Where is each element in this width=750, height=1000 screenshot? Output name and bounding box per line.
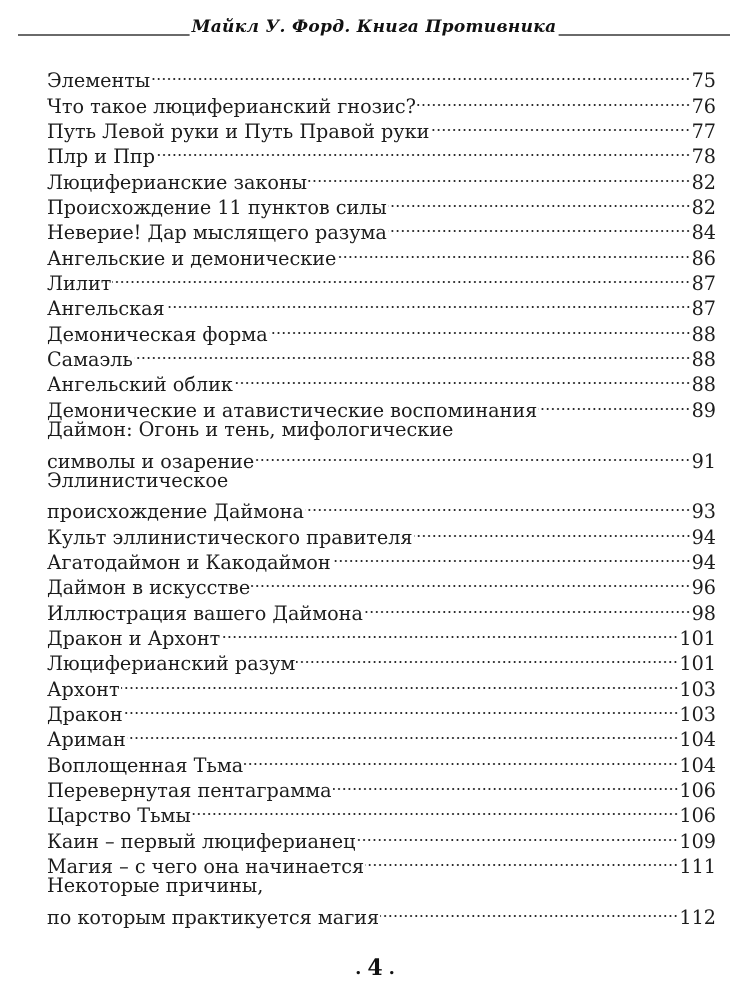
- toc-entry-page: 88: [691, 373, 716, 397]
- toc-entry-title: Демоническая форма: [47, 322, 268, 346]
- toc-entry-title: Люциферианский разум: [47, 652, 296, 676]
- dot-leader: [255, 442, 690, 467]
- dot-leader: [430, 113, 690, 138]
- toc-entry: [47, 873, 716, 898]
- dot-leader: [151, 62, 690, 87]
- toc-entry-title: Люциферианские законы: [47, 170, 308, 194]
- toc-entry-title: Некоторые причины,: [47, 874, 264, 897]
- dot-leader: [121, 670, 679, 695]
- toc-entry-title: Царство Тьмы: [47, 804, 191, 828]
- toc-entry-title: Даймон: Огонь и тень, мифологические: [47, 417, 454, 441]
- toc-entry-title: Перевернутая пентаграмма: [47, 778, 332, 802]
- page-number-value: 4: [367, 955, 383, 981]
- toc-entry-page: 88: [691, 322, 716, 346]
- ornament-dot-left: .: [355, 958, 362, 979]
- toc-entry: [47, 442, 716, 473]
- toc-entry-page: 101: [679, 652, 716, 676]
- toc-entry: [47, 341, 716, 372]
- dot-leader: [538, 391, 690, 416]
- toc-entry-page: 104: [679, 728, 716, 752]
- dot-leader: [221, 620, 678, 645]
- table-of-contents: [47, 62, 716, 929]
- toc-entry-page: 106: [679, 778, 716, 802]
- toc-entry: [47, 468, 716, 493]
- toc-entry: [47, 746, 716, 777]
- toc-entry-page: 112: [679, 905, 716, 929]
- toc-entry-page: 89: [691, 398, 716, 422]
- dot-leader: [337, 239, 690, 264]
- toc-entry-page: 111: [679, 855, 716, 878]
- toc-entry-title: Неверие! Дар мыслящего разума: [47, 221, 387, 245]
- toc-entry-page: 78: [691, 145, 716, 169]
- toc-entry-page: 106: [679, 804, 716, 828]
- dot-leader: [365, 848, 678, 873]
- toc-entry-title: Элементы: [47, 69, 151, 93]
- toc-entry-title: Даймон в искусстве: [47, 576, 251, 600]
- toc-entry-page: 84: [691, 221, 716, 245]
- dot-leader: [305, 493, 691, 518]
- toc-entry-title: Иллюстрация вашего Даймона: [47, 601, 363, 625]
- dot-leader: [333, 772, 679, 797]
- toc-entry-page: 82: [691, 196, 716, 220]
- toc-entry-title: символы и озарение: [47, 449, 255, 473]
- toc-entry-title: Самаэль: [47, 348, 133, 372]
- dot-leader: [112, 265, 690, 290]
- toc-entry: [47, 493, 716, 524]
- toc-entry-page: 87: [691, 272, 716, 296]
- page-number: [0, 955, 750, 981]
- toc-entry-title: Дракон и Архонт: [47, 626, 221, 650]
- dot-leader: [166, 290, 691, 315]
- toc-entry-title: Путь Левой руки и Путь Правой руки: [47, 120, 430, 144]
- toc-entry: [47, 62, 716, 93]
- toc-entry-title: Агатодаймон и Какодаймон: [47, 550, 331, 574]
- dot-leader: [296, 645, 678, 670]
- toc-entry-page: 104: [679, 753, 716, 777]
- toc-entry-page: 101: [679, 626, 716, 650]
- dot-leader: [127, 721, 679, 746]
- dot-leader: [192, 797, 679, 822]
- dot-leader: [332, 544, 691, 569]
- toc-entry-page: 103: [679, 702, 716, 726]
- dot-leader: [417, 87, 691, 112]
- ornament-dot-right: .: [388, 958, 395, 979]
- toc-entry-page: 91: [691, 449, 716, 473]
- dot-leader: [380, 898, 678, 923]
- dot-leader: [134, 341, 691, 366]
- toc-entry-page: 86: [691, 246, 716, 270]
- dot-leader: [388, 214, 691, 239]
- toc-entry-page: 94: [691, 525, 716, 549]
- dot-leader: [364, 594, 691, 619]
- dot-leader: [251, 569, 690, 594]
- toc-entry-title: Культ эллинистического правителя: [47, 525, 413, 549]
- toc-entry: [47, 366, 716, 397]
- toc-entry-title: Происхождение 11 пунктов силы: [47, 196, 387, 220]
- toc-entry-title: Магия – с чего она начинается: [47, 855, 365, 878]
- dot-leader: [244, 746, 678, 771]
- toc-entry-page: 76: [691, 94, 716, 118]
- dot-leader: [356, 822, 678, 847]
- toc-entry-page: 109: [679, 829, 716, 853]
- toc-entry-title: Ангельские и демонические: [47, 246, 337, 270]
- dot-leader: [124, 696, 679, 721]
- toc-entry-title: происхождение Даймона: [47, 500, 304, 524]
- toc-entry-page: 103: [679, 677, 716, 701]
- dot-leader: [414, 518, 691, 543]
- toc-entry-title: Эллинистическое: [47, 468, 229, 492]
- toc-entry: [47, 898, 716, 929]
- toc-entry-page: 88: [691, 348, 716, 372]
- dot-leader: [156, 138, 691, 163]
- dot-leader: [308, 163, 691, 188]
- dot-leader: [269, 315, 691, 340]
- toc-entry-title: Архонт: [47, 677, 120, 701]
- dot-leader: [234, 366, 691, 391]
- toc-entry-page: 77: [691, 120, 716, 144]
- toc-entry-title: Ангельский облик: [47, 373, 233, 397]
- toc-entry-title: Каин – первый люциферианец: [47, 829, 356, 853]
- toc-entry-title: Плр и Ппр: [47, 145, 155, 169]
- toc-entry-title: по которым практикуется магия: [47, 905, 380, 929]
- toc-entry-page: 87: [691, 297, 716, 321]
- toc-entry-page: 94: [691, 550, 716, 574]
- toc-entry-title: Дракон: [47, 702, 123, 726]
- toc-entry-page: 82: [691, 170, 716, 194]
- toc-entry-page: 93: [691, 500, 716, 524]
- toc-entry-title: Ариман: [47, 728, 126, 752]
- toc-entry-title: Ангельская: [47, 297, 165, 321]
- toc-entry-title: Демонические и атавистические воспоминания: [47, 398, 538, 422]
- dot-leader: [388, 189, 691, 214]
- toc-entry: [47, 696, 716, 726]
- toc-entry: [47, 670, 716, 701]
- running-header: [18, 16, 730, 40]
- toc-entry-page: 75: [691, 69, 716, 93]
- toc-entry-title: Лилит: [47, 272, 112, 296]
- toc-entry-page: 96: [691, 576, 716, 600]
- toc-entry: [47, 290, 716, 321]
- toc-entry-title: Воплощенная Тьма: [47, 753, 244, 777]
- toc-entry: [47, 265, 716, 296]
- toc-entry-title: Что такое люциферианский гнозис?: [47, 94, 416, 118]
- toc-entry-page: 98: [691, 601, 716, 625]
- header-title: Майкл У. Форд. Книга Противника: [191, 17, 557, 37]
- toc-entry: [47, 417, 716, 442]
- toc-entry: [47, 721, 716, 752]
